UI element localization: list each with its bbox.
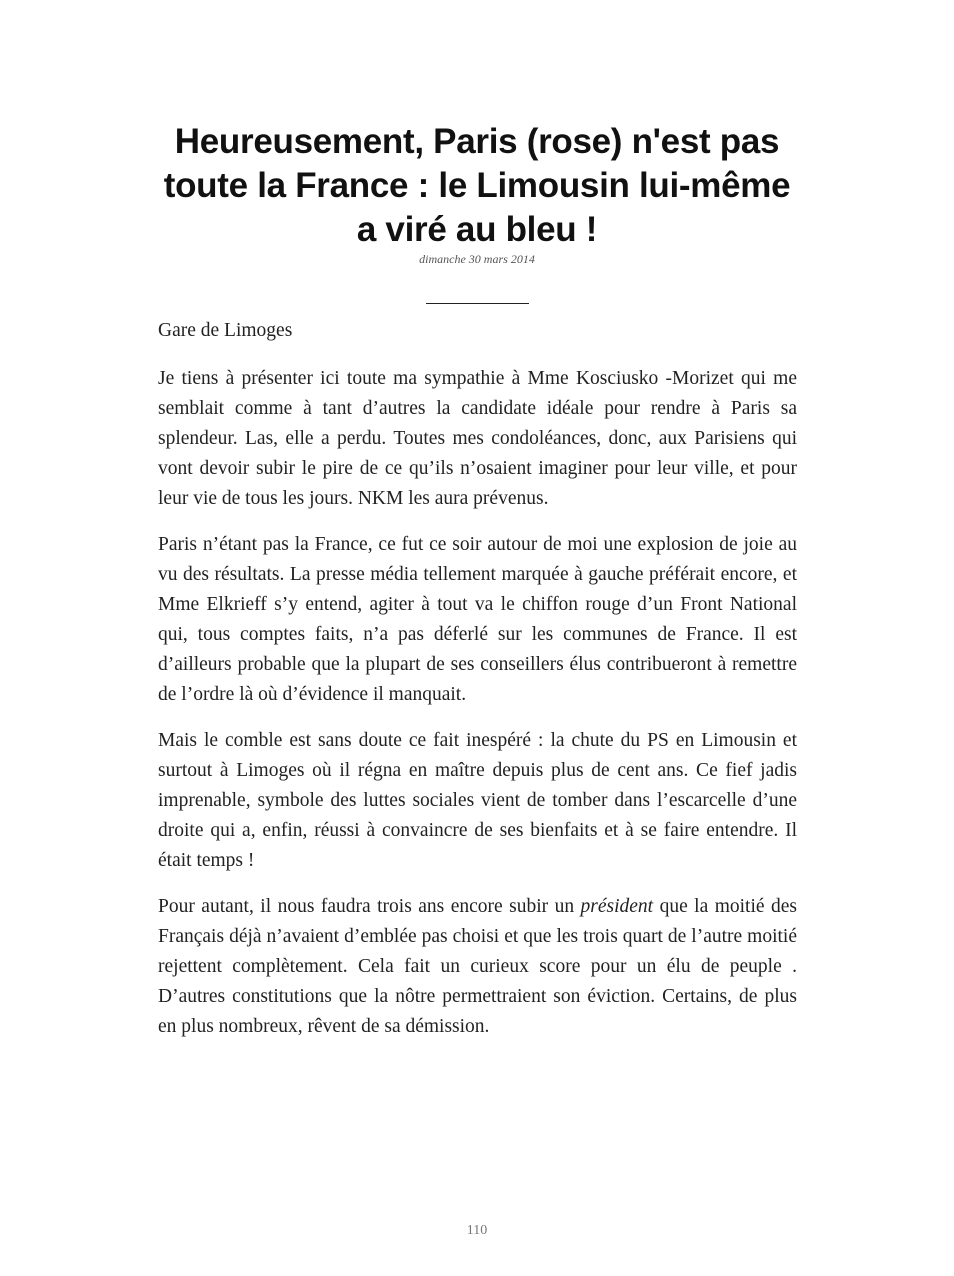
paragraph-location: Gare de Limoges <box>158 320 293 341</box>
title-separator <box>426 303 529 304</box>
paragraph-4-end: que la moitié des Français déjà n’avaient d’emblée pas choisi et que les trois quart de l’autre moitié rejettent complètement. Cela fait un curieux score pour un élu de peuple . D’autres constitutions que la nôtre permettraient son éviction. Certains, de plus en plus nombreux, rêvent de sa démission. <box>158 896 797 1037</box>
article-body <box>158 316 797 1058</box>
paragraph-4-emphasis: président <box>580 896 654 917</box>
paragraph-4 <box>158 892 797 1042</box>
paragraph-3: Mais le comble est sans doute ce fait inespéré : la chute du PS en Limousin et surtout à Limoges où il régna en maître depuis plus de cent ans. Ce fief jadis imprenable, symbole des luttes sociales vient de tomber dans l’escarcelle d’une droite qui a, enfin, réussi à convaincre de ses bienfaits et à se faire entendre. Il était temps ! <box>158 730 797 871</box>
page-title: Heureusement, Paris (rose) n'est pas toute la France : le Limousin lui-même a viré au bleu ! <box>163 122 791 249</box>
paragraph-4-start: Pour autant, il nous faudra trois ans encore subir un <box>158 896 581 917</box>
page-number: 110 <box>466 1223 488 1238</box>
paragraph-1: Je tiens à présenter ici toute ma sympathie à Mme Kosciusko -Morizet qui me semblait comme à tant d’autres la candidate idéale pour rendre à Paris sa splendeur. Las, elle a perdu. Toutes mes condoléances, donc, aux Parisiens qui vont devoir subir le pire de ce qu’ils n’osaient imaginer pour leur ville, et pour leur vie de tous les jours. NKM les aura prévenus. <box>158 368 797 509</box>
paragraph-2: Paris n’étant pas la France, ce fut ce soir autour de moi une explosion de joie au vu des résultats. La presse média tellement marquée à gauche préférait encore, et Mme Elkrieff s’y entend, agiter à tout va le chiffon rouge d’un Front National qui, tous comptes faits, n’a pas déferlé sur les communes de France. Il est d’ailleurs probable que la plupart de ses conseillers élus contribueront à remettre de l’ordre là où d’évidence il manquait. <box>158 534 797 705</box>
article-date: dimanche 30 mars 2014 <box>419 252 535 266</box>
